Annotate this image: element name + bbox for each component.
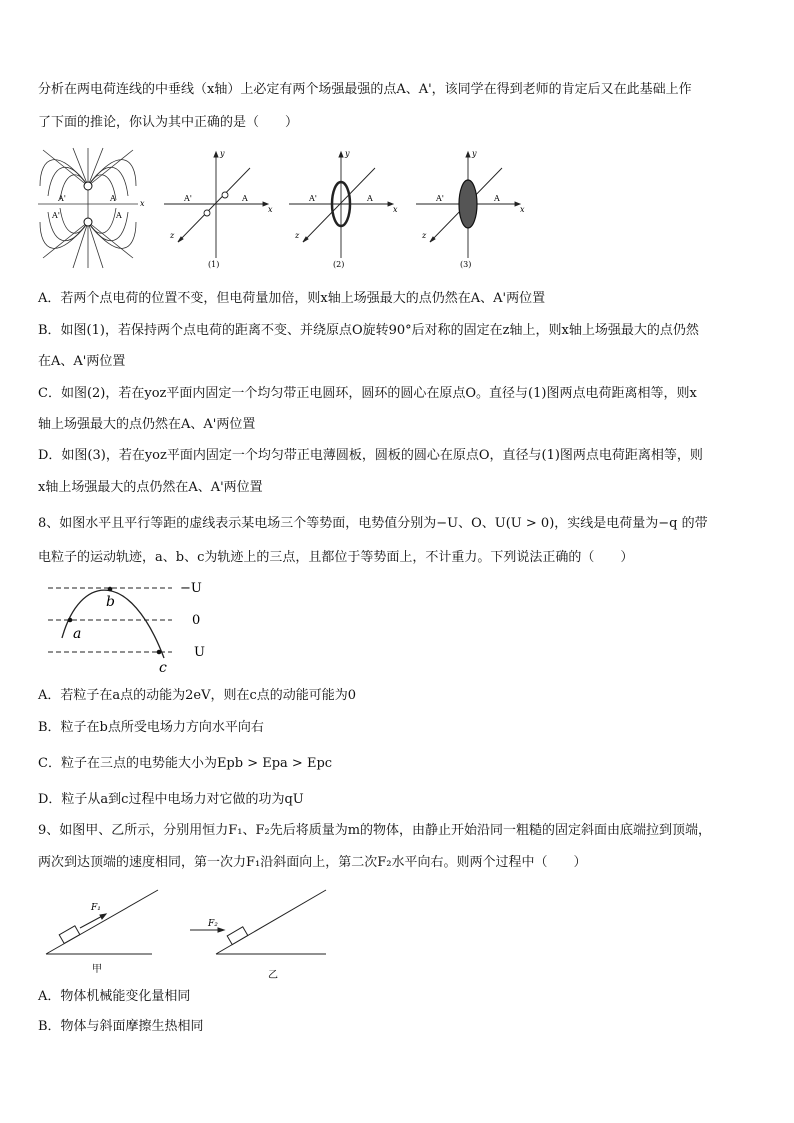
q9-stem-line1: 9、如图甲、乙所示，分别用恒力F₁、F₂先后将质量为m的物体，由静止开始沿同一粗糙的固定斜面由底端拉到顶端， <box>38 823 712 838</box>
q7-stem-line1: 分析在两电荷连线的中垂线（x轴）上必定有两个场强最强的点A、A'，该同学在得到老师的肯定后又在此基础上作 <box>38 82 692 97</box>
q8-stem-line1: 8、如图水平且平行等距的虚线表示某电场三个等势面，电势值分别为−U、O、U(U > 0)，实线是电荷量为−q 的带 <box>38 516 708 531</box>
fig2-caption: (2) <box>333 260 345 269</box>
q7-option-a: A．若两个点电荷的位置不变，但电荷量加倍，则x轴上场强最大的点仍然在A、A'两位置 <box>38 291 546 306</box>
q8-option-a: A．若粒子在a点的动能为2eV，则在c点的动能可能为0 <box>38 688 357 703</box>
label-u: U <box>194 645 205 660</box>
point-a: a <box>73 626 82 642</box>
q7-option-b-line2: 在A、A'两位置 <box>38 354 126 369</box>
point-b: b <box>106 594 115 610</box>
point-c: c <box>159 660 167 676</box>
q9-option-b: B．物体与斜面摩擦生热相同 <box>38 1019 204 1034</box>
label-x: x <box>140 199 145 208</box>
label-a-lower: A <box>116 211 122 220</box>
fig2-a: A <box>367 194 373 203</box>
incline-figures <box>44 884 334 980</box>
label-yi: 乙 <box>268 970 278 980</box>
fig1-z: z <box>170 231 175 240</box>
fig1-y: y <box>220 149 225 158</box>
label-jia: 甲 <box>92 964 102 975</box>
fig3-caption: (3) <box>460 260 472 269</box>
q7-option-d-line1: D．如图(3)，若在yoz平面内固定一个均匀带正电薄圆板，圆板的圆心在原点O，直径与(1)图两点电荷距离相等，则 <box>38 448 703 463</box>
fig3-x: x <box>520 205 525 214</box>
fig1-caption: (1) <box>208 260 220 269</box>
q7-option-d-line2: x轴上场强最大的点仍然在A、A'两位置 <box>38 480 263 495</box>
fig1-a-prime: A' <box>184 194 192 203</box>
fig3-y: y <box>472 149 477 158</box>
q9-stem-line2: 两次到达顶端的速度相同，第一次力F₁沿斜面向上，第二次F₂水平向右。则两个过程中（ ） <box>38 855 587 870</box>
q9-option-a: A．物体机械能变化量相同 <box>38 989 191 1004</box>
label-a-prime-lower: A' <box>52 211 60 220</box>
fig2-x: x <box>393 205 398 214</box>
q8-option-c: C．粒子在三点的电势能大小为Epb > Epa > Epc <box>38 756 333 771</box>
label-f1: F₁ <box>91 903 101 913</box>
figure-3 <box>412 146 527 270</box>
fig1-x: x <box>268 205 273 214</box>
label-f2: F₂ <box>208 919 218 929</box>
label-a-prime: A' <box>58 194 66 203</box>
q7-option-c-line2: 轴上场强最大的点仍然在A、A'两位置 <box>38 417 256 432</box>
fig3-a-prime: A' <box>436 194 444 203</box>
q8-option-d: D．粒子从a到c过程中电场力对它做的功为qU <box>38 792 304 807</box>
equipotential-figure <box>40 576 220 676</box>
label-zero: 0 <box>192 613 201 628</box>
fig2-a-prime: A' <box>309 194 317 203</box>
fig3-a: A <box>494 194 500 203</box>
q8-option-b: B．粒子在b点所受电场力方向水平向右 <box>38 720 264 735</box>
field-lines-figure <box>38 146 148 270</box>
fig2-y: y <box>345 149 350 158</box>
fig2-z: z <box>295 231 300 240</box>
label-neg-u: −U <box>180 581 202 596</box>
figure-2 <box>285 146 400 270</box>
fig1-a: A <box>242 194 248 203</box>
q7-option-b-line1: B．如图(1)，若保持两个点电荷的距离不变、并绕原点O旋转90°后对称的固定在z轴上，则x轴上场强最大的点仍然 <box>38 323 699 338</box>
q8-stem-line2: 电粒子的运动轨迹，a、b、c为轨迹上的三点，且都位于等势面上，不计重力。下列说法正确的（ ） <box>38 550 634 565</box>
label-a: A <box>110 194 116 203</box>
q7-option-c-line1: C．如图(2)，若在yoz平面内固定一个均匀带正电圆环，圆环的圆心在原点O。直径与(1)图两点电荷距离相等，则x <box>38 386 697 401</box>
figure-1 <box>160 146 275 270</box>
q7-stem-line2: 了下面的推论，你认为其中正确的是（ ） <box>38 115 299 130</box>
fig3-z: z <box>422 231 427 240</box>
